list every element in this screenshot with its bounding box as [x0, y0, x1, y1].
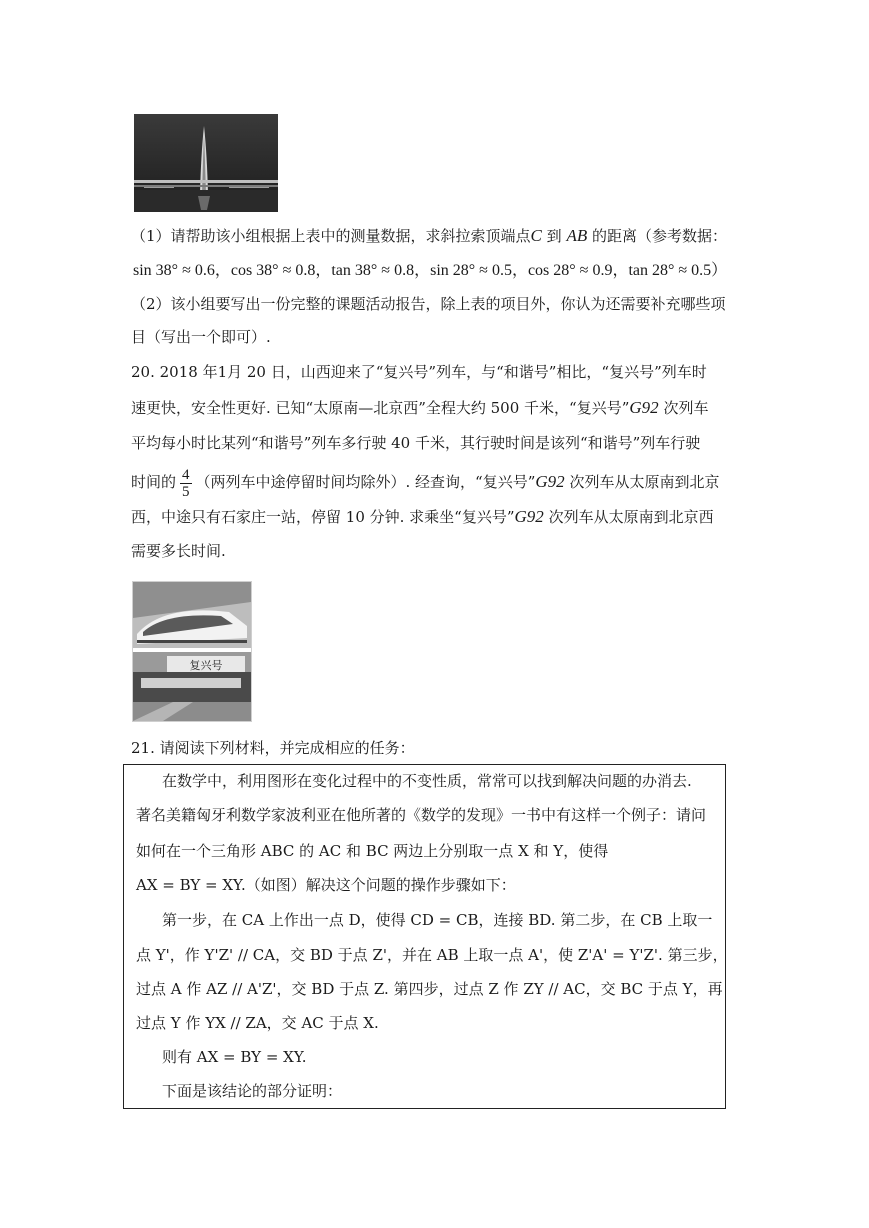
material-p4: 下面是该结论的部分证明： — [162, 1082, 343, 1100]
q20-line1: 20. 2018 年1月 20 日，山西迎来了“复兴号”列车，与“和谐号”相比，“复兴号”列车时 — [131, 363, 707, 381]
train-g92: G92 — [514, 507, 544, 526]
q20-line3: 平均每小时比某列“和谐号”列车多行驶 40 千米，其行驶时间是该列“和谐号”列车行驶 — [131, 434, 701, 452]
train-sign-text: 复兴号 — [189, 659, 223, 672]
material-p1-line2: 著名美籍匈牙利数学家波利亚在他所著的《数学的发现》一书中有这样一个例子：请问 — [136, 806, 707, 824]
q19-part1-text-c: 的距离（参考数据： — [592, 227, 728, 245]
var-ab: AB — [566, 226, 588, 245]
q20-line4 — [131, 462, 719, 502]
fraction-four-fifths — [180, 467, 192, 500]
material-p1-line1: 在数学中，利用图形在变化过程中的不变性质，常常可以找到解决问题的办消去. — [162, 772, 692, 790]
bridge-photo — [134, 114, 278, 212]
var-c: C — [530, 226, 542, 245]
q20-line2-text-b: 次列车 — [663, 399, 709, 417]
q20-line5-text-b: 次列车从太原南到北京西 — [548, 508, 714, 526]
q20-line4-text-b: （两列车中途停留时间均除外）. 经查询，“复兴号” — [195, 473, 536, 491]
q19-part2-line1: （2）该小组要写出一份完整的课题活动报告，除上表的项目外，你认为还需要补充哪些项 — [131, 295, 726, 313]
train-g92: G92 — [629, 398, 659, 417]
q20-line5 — [131, 507, 714, 527]
material-p1-line3: 如何在一个三角形 ABC 的 AC 和 BC 两边上分别取一点 X 和 Y，使得 — [136, 842, 609, 860]
q19-reference-data: sin 38° ≈ 0.6，cos 38° ≈ 0.8，tan 38° ≈ 0.8，sin 28° ≈ 0.5，cos 28° ≈ 0.9，tan 28° ≈ 0.5） — [133, 262, 728, 279]
q20-line2 — [131, 398, 708, 418]
train-photo-drawing — [133, 582, 251, 721]
q20-line2-text-a: 速更快，安全性更好. 已知“太原南—北京西”全程大约 500 千米，“复兴号” — [131, 399, 630, 417]
q21-intro: 21. 请阅读下列材料，并完成相应的任务： — [131, 739, 415, 757]
train-g92: G92 — [535, 472, 565, 491]
material-p1-line4: AX = BY = XY.（如图）解决这个问题的操作步骤如下： — [136, 876, 516, 894]
q19-part2-line2: 目（写出一个即可）. — [131, 328, 271, 346]
q20-line6: 需要多长时间. — [131, 542, 226, 560]
material-p2-line4: 过点 Y 作 YX // ZA，交 AC 于点 X. — [136, 1014, 379, 1032]
q20-line4-text-a: 时间的 — [131, 473, 177, 491]
q19-part1-text-b: 到 — [546, 227, 562, 245]
q20-line4-text-c: 次列车从太原南到北京 — [569, 473, 720, 491]
bridge-photo-drawing — [134, 114, 278, 212]
material-p2-line3: 过点 A 作 AZ // A'Z'，交 BD 于点 Z. 第四步，过点 Z 作 ZY // AC，交 BC 于点 Y，再 — [136, 980, 723, 998]
fraction-denominator: 5 — [182, 483, 190, 500]
reading-material-box — [123, 764, 726, 1109]
q19-part1 — [131, 226, 727, 246]
q20-line5-text-a: 西，中途只有石家庄一站，停留 10 分钟. 求乘坐“复兴号” — [131, 508, 515, 526]
fraction-numerator: 4 — [182, 466, 190, 483]
material-p2-line2: 点 Y'，作 Y'Z' // CA，交 BD 于点 Z'，并在 AB 上取一点 A'，使 Z'A' = Y'Z'. 第三步， — [136, 946, 728, 964]
train-photo — [132, 581, 252, 722]
q19-part1-text-a: （1）请帮助该小组根据上表中的测量数据，求斜拉索顶端点 — [131, 227, 531, 245]
material-p2-line1: 第一步，在 CA 上作出一点 D，使得 CD = CB，连接 BD. 第二步，在 CB 上取一 — [162, 911, 713, 929]
material-p3: 则有 AX = BY = XY. — [162, 1048, 307, 1066]
